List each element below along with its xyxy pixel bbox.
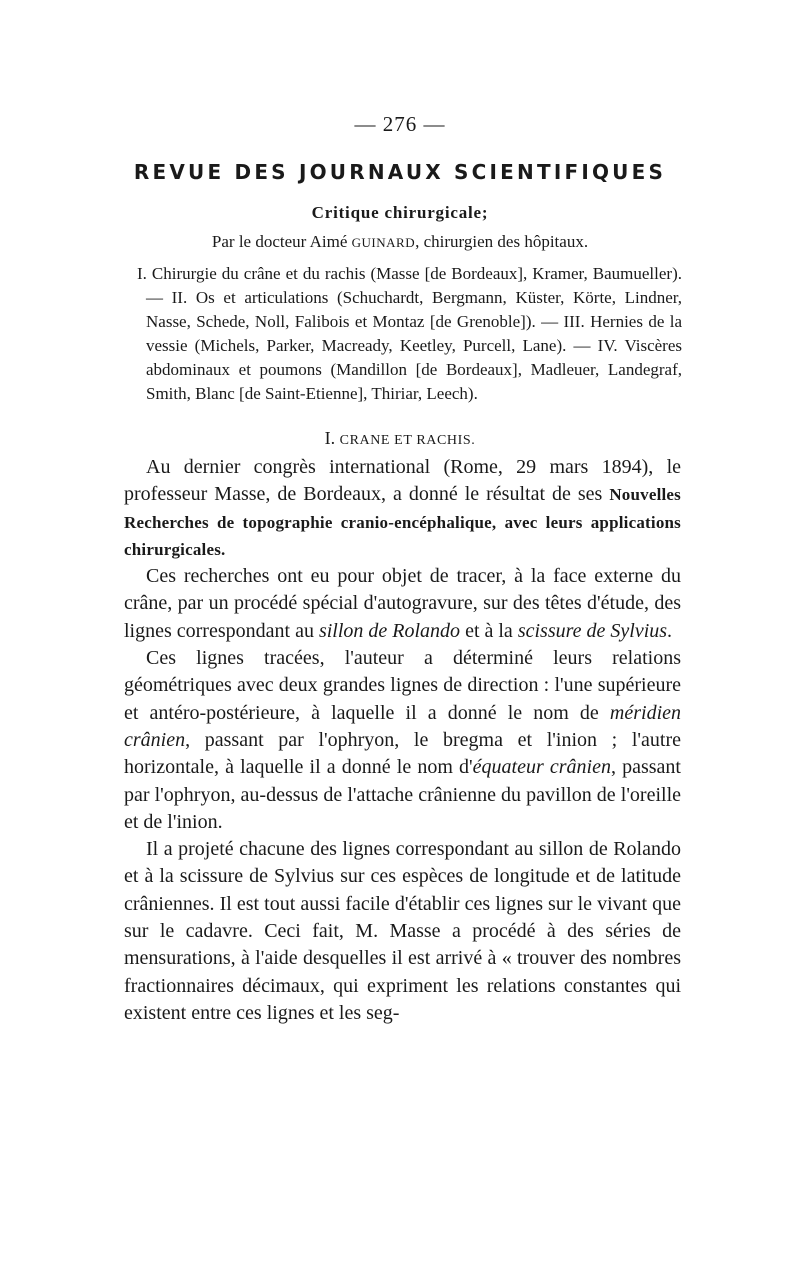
paragraph-2 — [124, 563, 681, 645]
paragraph-2-text-middle: et à la — [460, 619, 518, 642]
byline-author: GUINARD — [351, 235, 416, 250]
paragraph-3 — [124, 645, 681, 836]
paragraph-3-text-after: , passant par l'ophryon, au-dessus de l'attache crânienne du pavillon de l'oreille et de l'inion. — [124, 756, 681, 833]
term-sillon-de-rolando: sillon de Rolando — [318, 619, 461, 642]
term-equateur-cranien: équateur crânien — [472, 756, 611, 779]
byline-prefix: Par le docteur Aimé — [211, 232, 352, 251]
paragraph-3-text-middle: , passant par l'ophryon, le bregma et l'inion ; l'autre horizontale, à laquelle il a donné le nom d' — [124, 728, 681, 779]
page-number: — 276 — — [354, 112, 446, 136]
paragraph-2-text-after: . — [667, 619, 673, 642]
byline-suffix: , chirurgien des hôpitaux. — [415, 232, 589, 251]
section-title: CRANE ET RACHIS. — [339, 433, 476, 448]
section-numeral: I. — [324, 428, 340, 448]
term-meridien-cranien: méridien crânien — [124, 701, 681, 751]
section-heading — [0, 428, 800, 449]
paragraph-1 — [124, 454, 681, 563]
paragraph-2-text-before: Ces recherches ont eu pour objet de tracer, à la face externe du crâne, par un procédé spécial d'autogravure, sur des têtes d'étude, des lignes correspondant au — [124, 565, 681, 642]
article-body — [124, 454, 681, 1027]
author-byline — [0, 232, 800, 252]
paragraph-3-text-before: Ces lignes tracées, l'auteur a déterminé leurs relations géométriques avec deux grandes lignes de direction : l'une supérieure et antéro-postérieure, à laquelle il a donné le nom de — [124, 647, 681, 724]
journal-title: REVUE DES JOURNAUX SCIENTIFIQUES — [133, 160, 667, 184]
work-title: Nouvelles Recherches de topographie cranio-encéphalique, avec leurs applications chirurgicales. — [124, 485, 681, 559]
term-scissure-de-sylvius: scissure de Sylvius — [517, 619, 668, 642]
article-summary: I. Chirurgie du crâne et du rachis (Masse [de Bordeaux], Kramer, Baumueller). — II. Os et articulations (Schuchardt, Bergmann, Küster, Körte, Lindner, Nasse, Schede, Noll, Falibois et Montaz [de Grenoble]). — III. Hernies de la vessie (Michels, Parker, Macready, Keetley, Purcell, Lane). — IV. Viscères abdominaux et poumons (Mandillon [de Bordeaux], Madleuer, Landegraf, Smith, Blanc [de Saint-Etienne], Thiriar, Leech). — [137, 264, 682, 403]
section-subtitle: Critique chirurgicale; — [311, 203, 489, 222]
paragraph-4: Il a projeté chacune des lignes correspondant au sillon de Rolando et à la scissure de Sylvius sur ces espèces de longitude et de latitude crâniennes. Il est tout aussi facile d'établir ces lignes sur le vivant que sur le cadavre. Ceci fait, M. Masse a procédé à des séries de mensurations, à l'aide desquelles il est arrivé à « trouver des nombres fractionnaires décimaux, qui expriment les relations constantes qui existent entre ces lignes et les seg- — [124, 838, 681, 1024]
paragraph-1-text: Au dernier congrès international (Rome, 29 mars 1894), le professeur Masse, de Bordeaux, a donné le résultat de ses — [124, 456, 681, 506]
